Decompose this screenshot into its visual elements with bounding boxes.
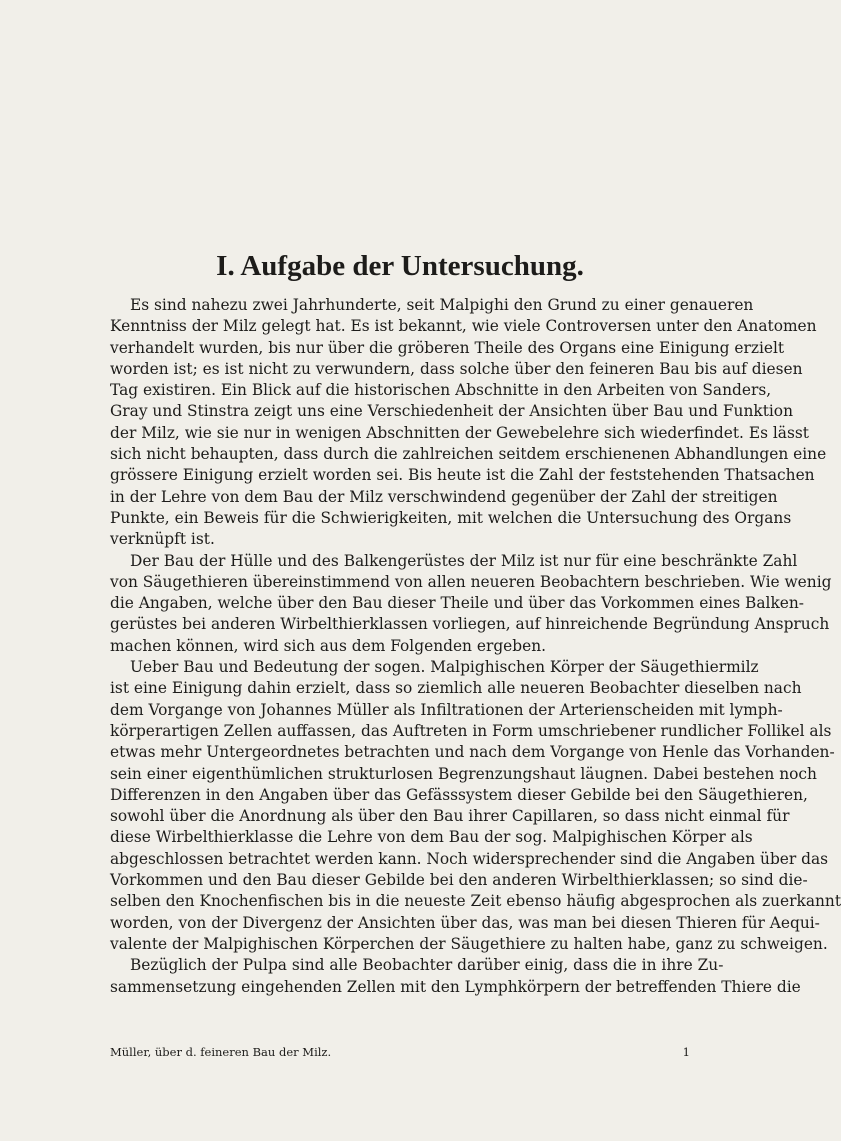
text-line: sowohl über die Anordnung als über den Bau ihrer Capillaren, so dass nicht einmal für <box>110 807 790 826</box>
page-footer <box>110 1045 700 1059</box>
text-line: worden, von der Divergenz der Ansichten über das, was man bei diesen Thieren für Aequi- <box>110 913 820 932</box>
signature-mark: 1 <box>682 1045 690 1059</box>
text-line: von Säugethieren übereinstimmend von allen neueren Beobachtern beschrieben. Wie wenig <box>110 572 832 591</box>
chapter-heading: I. Aufgabe der Untersuchung. <box>216 250 584 282</box>
text-line: valente der Malpighischen Körperchen der Säugethiere zu halten habe, ganz zu schweigen. <box>110 934 828 953</box>
text-line: körperartigen Zellen auffassen, das Auftreten in Form umschriebener rundlicher Follikel als <box>110 721 832 740</box>
text-line: Punkte, ein Beweis für die Schwierigkeiten, mit welchen die Untersuchung des Organs <box>110 508 792 527</box>
text-line: sammensetzung eingehenden Zellen mit den Lymphkörpern der betreffenden Thiere die <box>110 977 801 996</box>
text-line: Ueber Bau und Bedeutung der sogen. Malpighischen Körper der Säugethiermilz <box>130 658 759 677</box>
text-line: ist eine Einigung dahin erzielt, dass so ziemlich alle neueren Beobachter dieselben nach <box>110 679 802 698</box>
text-line: worden ist; es ist nicht zu verwundern, dass solche über den feineren Bau bis auf diesen <box>110 359 803 378</box>
text-line: Der Bau der Hülle und des Balkengerüstes der Milz ist nur für eine beschränkte Zahl <box>130 551 798 570</box>
text-line: sich nicht behaupten, dass durch die zahlreichen seitdem erschienenen Abhandlungen eine <box>110 445 827 464</box>
text-line: Kenntniss der Milz gelegt hat. Es ist bekannt, wie viele Controversen unter den Anatomen <box>110 317 817 336</box>
text-line: die Angaben, welche über den Bau dieser Theile und über das Vorkommen eines Balken- <box>110 594 804 613</box>
text-line: etwas mehr Untergeordnetes betrachten und nach dem Vorgange von Henle das Vorhanden- <box>110 743 835 762</box>
running-title: Müller, über d. feineren Bau der Milz. <box>110 1045 332 1059</box>
text-line: Bezüglich der Pulpa sind alle Beobachter darüber einig, dass die in ihre Zu- <box>130 956 724 975</box>
text-line: Vorkommen und den Bau dieser Gebilde bei den anderen Wirbelthierklassen; so sind die- <box>110 871 808 890</box>
text-line: Es sind nahezu zwei Jahrhunderte, seit Malpighi den Grund zu einer genaueren <box>130 296 754 314</box>
text-line: Gray und Stinstra zeigt uns eine Verschiedenheit der Ansichten über Bau und Funktion <box>110 402 793 421</box>
text-line: grössere Einigung erzielt worden sei. Bis heute ist die Zahl der feststehenden Thatsachen <box>110 466 815 485</box>
text-line: Tag existiren. Ein Blick auf die historischen Abschnitte in den Arbeiten von Sanders, <box>110 381 772 400</box>
text-line: verknüpft ist. <box>110 530 215 549</box>
text-line: sein einer eigenthümlichen strukturlosen Begrenzungshaut läugnen. Dabei bestehen noch <box>110 764 817 783</box>
text-line: Differenzen in den Angaben über das Gefässsystem dieser Gebilde bei den Säugethieren, <box>110 785 808 804</box>
text-line: der Milz, wie sie nur in wenigen Abschnitten der Gewebelehre sich wiederfindet. Es lässt <box>110 423 809 442</box>
text-line: diese Wirbelthierklasse die Lehre von dem Bau der sog. Malpighischen Körper als <box>110 828 753 847</box>
text-line: gerüstes bei anderen Wirbelthierklassen vorliegen, auf hinreichende Begründung Anspruch <box>110 615 830 634</box>
text-line: machen können, wird sich aus dem Folgenden ergeben. <box>110 636 547 655</box>
text-line: abgeschlossen betrachtet werden kann. Noch widersprechender sind die Angaben über das <box>110 849 829 868</box>
body-text <box>110 295 841 998</box>
text-line: in der Lehre von dem Bau der Milz verschwindend gegenüber der Zahl der streitigen <box>110 487 778 506</box>
text-line: selben den Knochenfischen bis in die neueste Zeit ebenso häufig abgesprochen als zuerkannt <box>110 892 841 911</box>
text-line: verhandelt wurden, bis nur über die gröberen Theile des Organs eine Einigung erzielt <box>110 338 785 357</box>
text-line: dem Vorgange von Johannes Müller als Infiltrationen der Arterienscheiden mit lymph- <box>110 700 783 719</box>
